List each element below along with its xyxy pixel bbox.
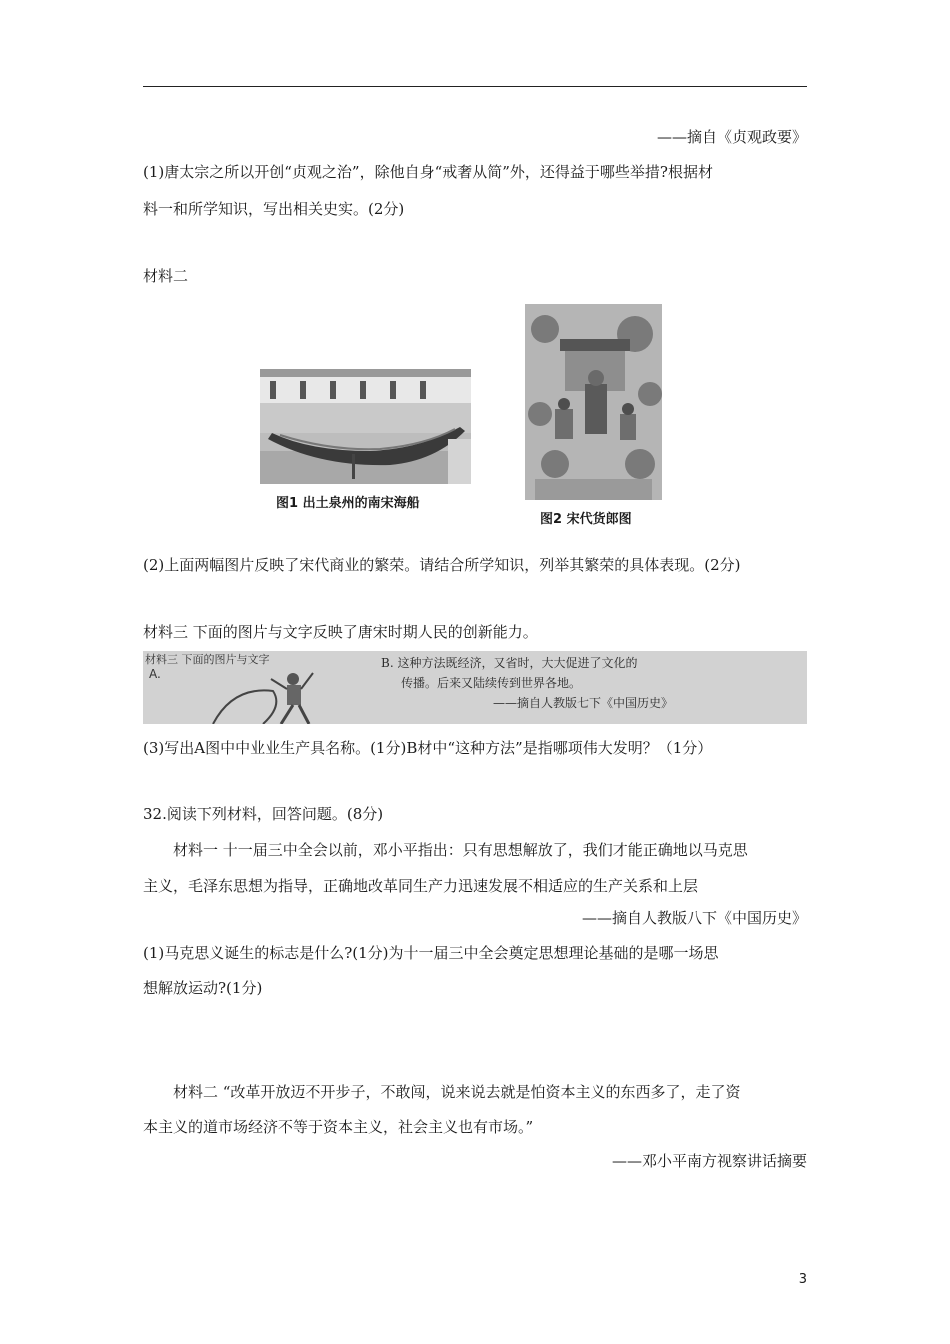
question-32-1-line-1: (1)马克思义诞生的标志是什么?(1分)为十一届三中全会奠定思想理论基础的是哪一场思 [143,944,719,962]
scan-b-source: ——摘自人教版七下《中国历史》 [493,696,674,710]
scan-label-a: A. [149,667,161,681]
scan-b-line-2: 传播。后来又陆续传到世界各地。 [401,676,582,690]
material-1-line-1: 材料一 十一届三中全会以前，邓小平指出：只有思想解放了，我们才能正确地以马克思 [173,841,748,859]
question-1-line-1: (1)唐太宗之所以开创“贞观之治”，除他自身“戒奢从简”外，还得益于哪些举措?根据材 [143,163,713,181]
material-1-line-2: 主义，毛泽东思想为指导，正确地改革同生产力迅速发展不相适应的生产关系和上层 [143,877,699,895]
song-peddler-painting [525,304,662,500]
song-ship-photo [260,369,471,484]
question-2: (2)上面两幅图片反映了宋代商业的繁荣。请结合所学知识，列举其繁荣的具体表现。(2分) [143,556,741,574]
material-2b-line-1: 材料二 “改革开放迈不开步子，不敢闯，说来说去就是怕资本主义的东西多了，走了资 [173,1083,741,1101]
figure-1-caption: 图1 出土泉州的南宋海船 [276,496,420,511]
page-number: 3 [798,1272,807,1287]
material-1-source: ——摘自人教版八下《中国历史》 [581,909,807,927]
material-3-scan [143,651,807,724]
question-32-title: 32.阅读下列材料，回答问题。(8分) [143,805,384,823]
material-2b-source: ——邓小平南方视察讲话摘要 [611,1152,807,1170]
question-32-1-line-2: 想解放运动?(1分) [143,979,263,997]
material-3-intro: 材料三 下面的图片与文字反映了唐宋时期人民的创新能力。 [143,623,538,641]
source-zhenguan: ——摘自《贞观政要》 [656,128,807,146]
figure-2-caption: 图2 宋代货郎图 [540,512,632,527]
scan-header: 材料三 下面的图片与文字 [145,653,270,666]
header-rule [143,86,807,87]
question-3: (3)写出A图中中业业生产具名称。(1分)B材中“这种方法”是指哪项伟大发明？（1分） [143,739,713,757]
question-1-line-2: 料一和所学知识，写出相关史实。(2分) [143,200,405,218]
material-2b-line-2: 本主义的道市场经济不等于资本主义，社会主义也有市场。” [143,1118,534,1136]
scan-b-line-1: B. 这种方法既经济，又省时，大大促进了文化的 [381,656,638,670]
material-2-label: 材料二 [143,267,189,285]
